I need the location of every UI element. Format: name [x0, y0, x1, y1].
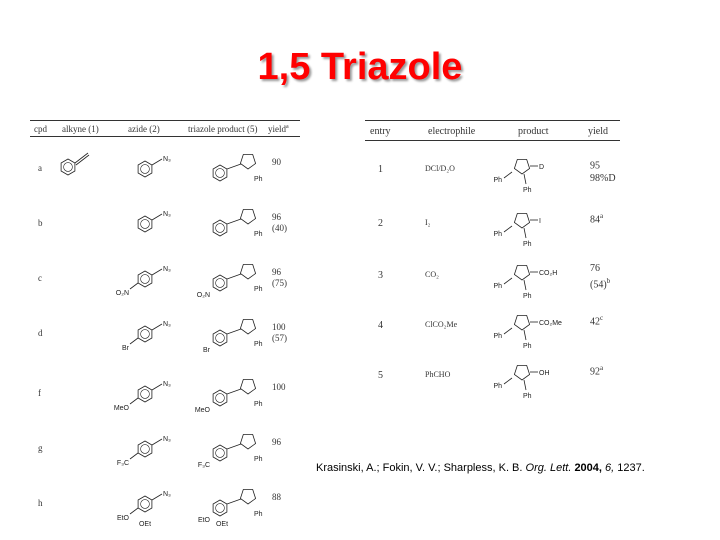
right-row-electrophile: CO₂	[425, 270, 439, 279]
c-ph-label: Ph	[523, 241, 532, 248]
azide-substituent: O₂N	[115, 290, 129, 297]
product-ph-label: Ph	[254, 511, 263, 518]
citation-authors: Krasinski, A.; Fokin, V. V.; Sharpless, K. B.	[316, 462, 523, 474]
left-row-cpd: a	[38, 163, 42, 173]
yield-value: 96	[272, 267, 281, 277]
azide-substituent: MeO	[113, 405, 129, 412]
c5-substituent: D	[539, 164, 545, 171]
right-row-product-structure	[492, 254, 572, 302]
yield-value	[590, 312, 603, 328]
c-ph-label: Ph	[523, 393, 532, 400]
product-triazole-ring	[240, 435, 255, 450]
left-row-structures	[50, 368, 270, 420]
azide-label: N₃	[163, 266, 171, 273]
c5-substituent: CO₂Me	[539, 320, 562, 327]
product-triazole-ring	[514, 214, 529, 229]
product-triazole-ring	[240, 155, 255, 170]
left-row-yield	[272, 267, 287, 289]
left-row-yield	[272, 437, 281, 448]
c-ph-label: Ph	[523, 343, 532, 350]
yield-secondary-text: 98%D	[590, 173, 616, 185]
yield-secondary: (57)	[272, 333, 287, 343]
yield-value: 100	[272, 382, 286, 392]
azide-substituent: Br	[122, 345, 129, 352]
n-ph-label: Ph	[493, 383, 502, 390]
azide-aryl-ring	[138, 326, 152, 342]
product-substituent-2: OEt	[215, 521, 229, 528]
n-ph-label: Ph	[493, 283, 502, 290]
left-row-yield	[272, 212, 287, 234]
right-row-yield	[590, 312, 603, 328]
azide-label: N₃	[163, 381, 171, 388]
right-row-yield	[590, 262, 610, 291]
left-row-structures	[50, 308, 270, 360]
azide-substituent-2: OEt	[138, 521, 152, 528]
left-row-cpd: b	[38, 218, 43, 228]
right-header-entry: entry	[370, 126, 391, 137]
product-ph-label: Ph	[254, 231, 263, 238]
right-row-product-structure	[492, 304, 572, 352]
left-header-alkyne: alkyne (1)	[62, 124, 99, 134]
c-ph-label: Ph	[523, 293, 532, 300]
product-aryl-ring	[213, 165, 227, 181]
yield-value	[590, 362, 603, 378]
yield-value: 96	[272, 212, 281, 222]
product-triazole-ring	[514, 160, 529, 175]
left-header-product: triazole product (5)	[188, 124, 258, 134]
product-aryl-ring	[213, 500, 227, 516]
product-triazole-ring	[514, 366, 529, 381]
yield-number: 84	[590, 214, 600, 226]
azide-label: N₃	[163, 211, 171, 218]
product-substituent: Br	[203, 347, 210, 354]
c5-substituent: CO₂H	[539, 270, 558, 277]
yield-secondary	[590, 275, 610, 291]
product-aryl-ring	[213, 275, 227, 291]
yield-value: 90	[272, 157, 281, 167]
citation-journal: Org. Lett.	[525, 462, 572, 474]
yield-value: 96	[272, 437, 281, 447]
slide-title: 1,5 Triazole	[257, 46, 463, 88]
left-row-cpd: g	[38, 443, 43, 453]
product-triazole-ring	[514, 266, 529, 281]
left-row-yield	[272, 322, 287, 344]
right-row-electrophile: I₂	[425, 218, 431, 227]
right-header-product: product	[518, 126, 549, 137]
left-row-cpd: f	[38, 388, 41, 398]
right-row-entry: 2	[378, 218, 383, 229]
product-triazole-ring	[240, 490, 255, 505]
right-row-yield	[590, 362, 603, 378]
yield-secondary	[590, 172, 616, 185]
yield-number: 76	[590, 263, 600, 274]
left-row-yield	[272, 157, 281, 168]
product-substituent: F₃C	[197, 462, 210, 469]
left-row-structures	[50, 423, 270, 475]
left-row-structures	[50, 143, 270, 195]
left-header-yield: yield$^a$	[268, 124, 289, 134]
right-row-electrophile: ClCO₂Me	[425, 320, 458, 329]
right-row-entry: 4	[378, 320, 383, 331]
right-row-electrophile: PhCHO	[425, 370, 451, 379]
yield-value	[590, 156, 616, 172]
azide-label: N₃	[163, 156, 171, 163]
citation-volume: 6,	[605, 462, 615, 474]
product-triazole-ring	[240, 320, 255, 335]
azide-aryl-ring	[138, 271, 152, 287]
right-row-product-structure	[492, 148, 572, 196]
azide-label: N₃	[163, 321, 171, 328]
right-row-electrophile: DCl/D₂O	[425, 164, 455, 173]
yield-value	[590, 210, 603, 226]
left-row-structures	[50, 253, 270, 305]
c5-substituent: OH	[539, 370, 550, 377]
product-substituent: O₂N	[196, 292, 210, 299]
azide-aryl-ring	[138, 161, 152, 177]
azide-aryl-ring	[138, 441, 152, 457]
left-row-yield	[272, 492, 281, 503]
n-ph-label: Ph	[493, 231, 502, 238]
phenylacetylene-ring	[61, 159, 75, 175]
left-row-cpd: d	[38, 328, 43, 338]
n-ph-label: Ph	[493, 177, 502, 184]
product-ph-label: Ph	[254, 401, 263, 408]
citation-pages: 1237.	[617, 462, 645, 474]
left-header-azide: azide (2)	[128, 124, 160, 134]
citation-year: 2004,	[574, 462, 602, 474]
right-row-entry: 1	[378, 164, 383, 175]
azide-label: N₃	[163, 436, 171, 443]
left-row-cpd: h	[38, 498, 43, 508]
left-header-cpd: cpd	[34, 124, 47, 134]
right-row-entry: 3	[378, 270, 383, 281]
product-aryl-ring	[213, 390, 227, 406]
azide-label: N₃	[163, 491, 171, 498]
product-triazole-ring	[240, 380, 255, 395]
yield-secondary: (40)	[272, 223, 287, 233]
product-aryl-ring	[213, 220, 227, 236]
yield-value: 100	[272, 322, 286, 332]
azide-aryl-ring	[138, 386, 152, 402]
left-row-yield	[272, 382, 286, 393]
product-ph-label: Ph	[254, 176, 263, 183]
product-ph-label: Ph	[254, 286, 263, 293]
right-table-header-rule	[365, 140, 620, 141]
right-row-yield	[590, 156, 616, 185]
right-row-entry: 5	[378, 370, 383, 381]
c5-substituent: I	[539, 218, 541, 225]
right-row-product-structure	[492, 354, 572, 402]
n-ph-label: Ph	[493, 333, 502, 340]
product-triazole-ring	[514, 316, 529, 331]
right-row-product-structure	[492, 202, 572, 250]
yield-secondary-text: (54)	[590, 279, 607, 291]
yield-footnote: a	[600, 364, 604, 372]
azide-aryl-ring	[138, 216, 152, 232]
yield-value	[590, 262, 610, 275]
yield-value: 88	[272, 492, 281, 502]
yield-secondary: (75)	[272, 278, 287, 288]
right-header-yield: yield	[588, 126, 608, 137]
product-substituent: EtO	[197, 517, 210, 524]
azide-substituent: EtO	[116, 515, 129, 522]
product-triazole-ring	[240, 265, 255, 280]
yield-number: 95	[590, 160, 600, 172]
yield-number: 42	[590, 316, 600, 328]
left-row-structures	[50, 478, 270, 530]
yield-footnote: b	[606, 277, 611, 285]
left-row-cpd: c	[38, 273, 42, 283]
yield-number: 92	[590, 366, 600, 378]
left-table-header-rule	[30, 136, 300, 137]
product-aryl-ring	[213, 445, 227, 461]
right-row-yield	[590, 210, 603, 226]
azide-substituent: F₃C	[116, 460, 129, 467]
citation	[316, 462, 645, 474]
right-table-top-rule	[365, 120, 620, 121]
yield-footnote: a	[600, 212, 604, 220]
product-triazole-ring	[240, 210, 255, 225]
left-table-top-rule	[30, 120, 300, 121]
right-header-electrophile: electrophile	[428, 126, 476, 137]
product-substituent: MeO	[194, 407, 210, 414]
azide-aryl-ring	[138, 496, 152, 512]
c-ph-label: Ph	[523, 187, 532, 194]
product-ph-label: Ph	[254, 456, 263, 463]
product-ph-label: Ph	[254, 341, 263, 348]
yield-footnote: c	[600, 314, 604, 322]
product-aryl-ring	[213, 330, 227, 346]
left-row-structures	[50, 198, 270, 250]
